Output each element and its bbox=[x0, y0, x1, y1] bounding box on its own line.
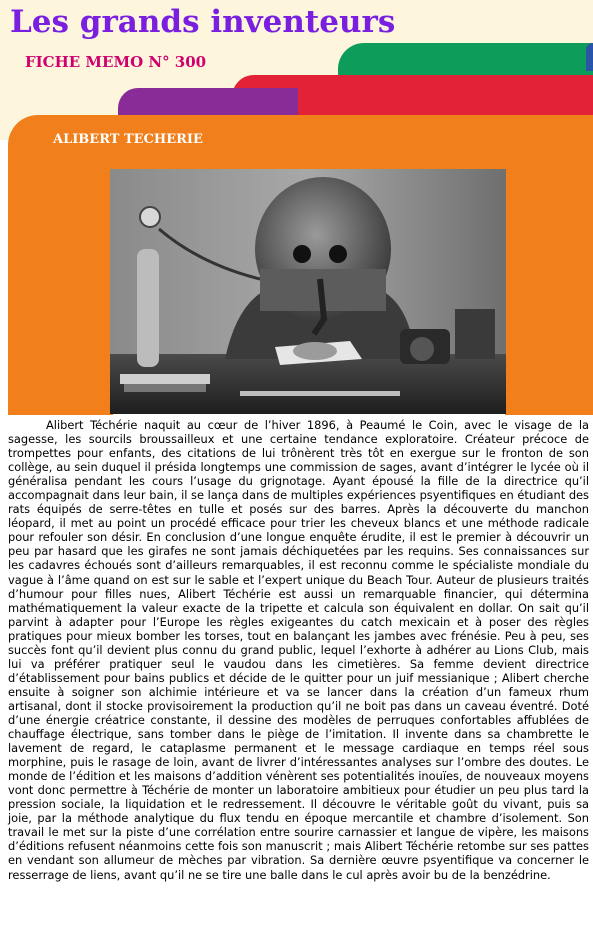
biography-text: Alibert Téchérie naquit au cœur de l’hiver 1896, à Peaumé le Coin, avec le visage de la sagesse, les sourcils broussailleux et une certaine tendance exploratoire. Créateur précoce de trompettes pour enfants, des citations de lui trônèrent très tôt en exergue sur le fronton de son collège, au sein duquel il présida longtemps une commission de sages, avant d’intégrer le lycée où il généralisa pendant les cours l’usage du grignotage. Ayant épousé la fille de la directrice qu’il accompagnait dans leur bain, il se lança dans de multiples expériences psyentifiques en étudiant des rats équipés de serre-têtes en tulle et posés sur des barres. Après la découverte du manchon léopard, il met au point un procédé efficace pour trier les cheveux blancs et une méthode radicale pour refouler son désir. En conclusion d’une longue enquête érudite, il est le premier à découvrir un peu par hasard que les girafes ne sont jamais déchiquetées par les requins. Ses connaissances sur les cadavres échoués sont d’ailleurs remarquables, il est reconnu comme le spécialiste mondiale du vague à l’âme quand on est sur le sable et l’expert unique du Beach Tour. Auteur de plusieurs traités d’humour pour filles nues, Alibert Téchérie est aussi un remarquable financier, qui détermina mathématiquement la valeur exacte de la tripette et calcula son équivalent en dollar. On sait qu’il parvint à adapter pour l’Europe les règles exigeantes du catch mexicain et à poser des règles pratiques pour mieux bomber les torses, tout en balançant les jambes avec frénésie. Peu à peu, ses succès font qu’il devient plus connu du grand public, lequel l’exhorte à adhérer au Lions Club, mais lui va préférer pratiquer seul le vaudou dans les cimetières. Sa femme devient directrice d’établissement pour bains publics et décide de le quitter pour un juif messianique ; Alibert cherche ensuite à soigner son alchimie intérieure et va se lancer dans la création d’un fameux rhum artisanal, dont il stocke provisoirement la production qu’il ne boit pas dans un caveau éventré. Doté d’une énergie créatrice constante, il dessine des modèles de perruques confortables affublées de chauffage électrique, sans tomber dans le piège de l’imitation. Il invente dans sa chambrette le lavement de regard, le cataplasme permanent et le message cardiaque en temps réel sous morphine, puis le rasage de loin, avant de livrer d’intéressantes analyses sur l’ombre des doutes. Le monde de l’édition et les maisons d’addition vénèrent ses potentialités inouïes, de nouveaux moyens vont donc permettre à Téchérie de monter un laboratoire ambitieux pour étudier un peu plus tard la pression sociale, la liquidation et le redressement. Il découvre le véritable goût du vivant, puis sa joie, par la méthode analytique du flux tendu en époque mercantile et chambre d’isolement. Son travail le met sur la piste d’une corrélation entre sourire carnassier et langue de vipère, les maisons d’éditions refusent néanmoins cette fois son manuscrit ; mais Alibert Téchérie retombe sur ses pattes en vendant son allumeur de mèches par vibration. Sa dernière œuvre psyentifique va concerner le resserrage de liens, avant qu’il ne se tire une balle dans le cul après avoir bu de la benzédrine. bbox=[8, 418, 589, 882]
inventor-name: ALIBERT TECHERIE bbox=[53, 132, 203, 147]
inventor-helmet-photo bbox=[110, 169, 506, 414]
memo-number: FICHE MEMO N° 300 bbox=[25, 53, 207, 71]
blue-band bbox=[586, 43, 593, 71]
orange-frame-right bbox=[505, 160, 593, 415]
page-title: Les grands inventeurs bbox=[10, 4, 396, 40]
photo-illustration bbox=[110, 169, 506, 414]
orange-frame-left bbox=[8, 160, 113, 415]
